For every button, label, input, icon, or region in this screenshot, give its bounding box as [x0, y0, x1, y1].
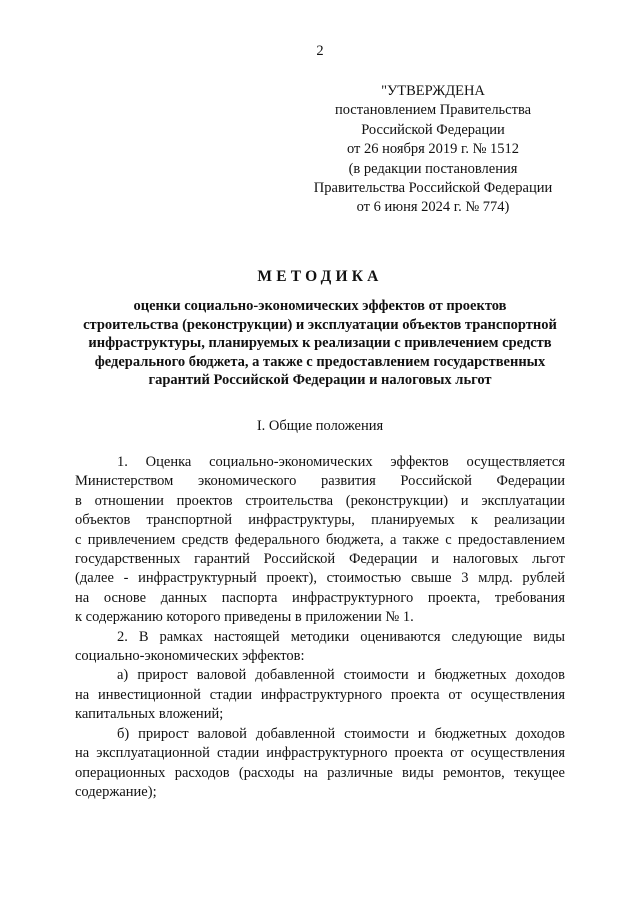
subtitle-line: оценки социально-экономических эффектов от проектов — [133, 298, 507, 314]
paragraph-line: 1. Оценка социально-экономических эффектов осуществляется — [117, 454, 565, 470]
approval-line: (в редакции постановления — [348, 160, 518, 177]
paragraph-line: к содержанию которого приведены в приложении № 1. — [75, 609, 414, 626]
paragraph-line: государственных гарантий Российской Федерации и налоговых льгот — [75, 551, 565, 568]
paragraph-line: в отношении проектов строительства (реконструкции) и эксплуатации — [75, 492, 565, 509]
paragraph-line: а) прирост валовой добавленной стоимости и бюджетных доходов — [117, 667, 565, 684]
approval-stamp — [300, 82, 566, 218]
subtitle-line: строительства (реконструкции) и эксплуатации объектов транспортной — [83, 316, 557, 333]
paragraph-2b — [75, 725, 565, 803]
approval-line: Правительства Российской Федерации — [313, 180, 553, 197]
paragraph-2a — [75, 666, 565, 724]
paragraph-2 — [75, 628, 565, 667]
approval-line: постановлением Правительства — [334, 102, 532, 119]
body-text — [75, 453, 565, 802]
paragraph-line: содержание); — [75, 783, 157, 800]
paragraph-line: с привлечением средств федерального бюджета, а также с предоставлением — [75, 531, 565, 548]
paragraph-line: операционных расходов (расходы на различные виды ремонтов, текущее — [75, 764, 565, 781]
subtitle-line: инфраструктуры, планируемых к реализации с привлечением средств — [88, 335, 552, 352]
document-title: МЕТОДИКА — [257, 268, 383, 285]
approval-line: от 26 ноября 2019 г. № 1512 — [346, 141, 520, 158]
page-number: 2 — [316, 43, 324, 59]
paragraph-1 — [75, 453, 565, 628]
approval-line: "УТВЕРЖДЕНА — [381, 83, 485, 99]
paragraph-line: социально-экономических эффектов: — [75, 648, 305, 665]
paragraph-line: (далее - инфраструктурный проект), стоимостью свыше 3 млрд. рублей — [75, 570, 565, 587]
paragraph-line: Министерством экономического развития Российской Федерации — [75, 473, 565, 490]
paragraph-line: на основе данных паспорта инфраструктурного проекта, требования — [75, 589, 565, 606]
subtitle-line: гарантий Российской Федерации и налоговых льгот — [148, 372, 492, 389]
paragraph-line: объектов транспортной инфраструктуры, планируемых к реализации — [75, 512, 565, 529]
paragraph-line: на эксплуатационной стадии инфраструктурного проекта от осуществления — [75, 745, 565, 762]
paragraph-line: б) прирост валовой добавленной стоимости и бюджетных доходов — [117, 725, 565, 742]
paragraph-line: на инвестиционной стадии инфраструктурного проекта от осуществления — [75, 686, 565, 703]
paragraph-line: 2. В рамках настоящей методики оцениваются следующие виды — [117, 628, 565, 645]
approval-line: от 6 июня 2024 г. № 774) — [356, 199, 510, 216]
subtitle-line: федерального бюджета, а также с предоставлением государственных — [94, 353, 546, 370]
paragraph-line: капитальных вложений; — [75, 706, 224, 723]
document-subtitle — [60, 297, 580, 390]
approval-line: Российской Федерации — [361, 121, 505, 138]
section-heading: I. Общие положения — [256, 418, 384, 434]
